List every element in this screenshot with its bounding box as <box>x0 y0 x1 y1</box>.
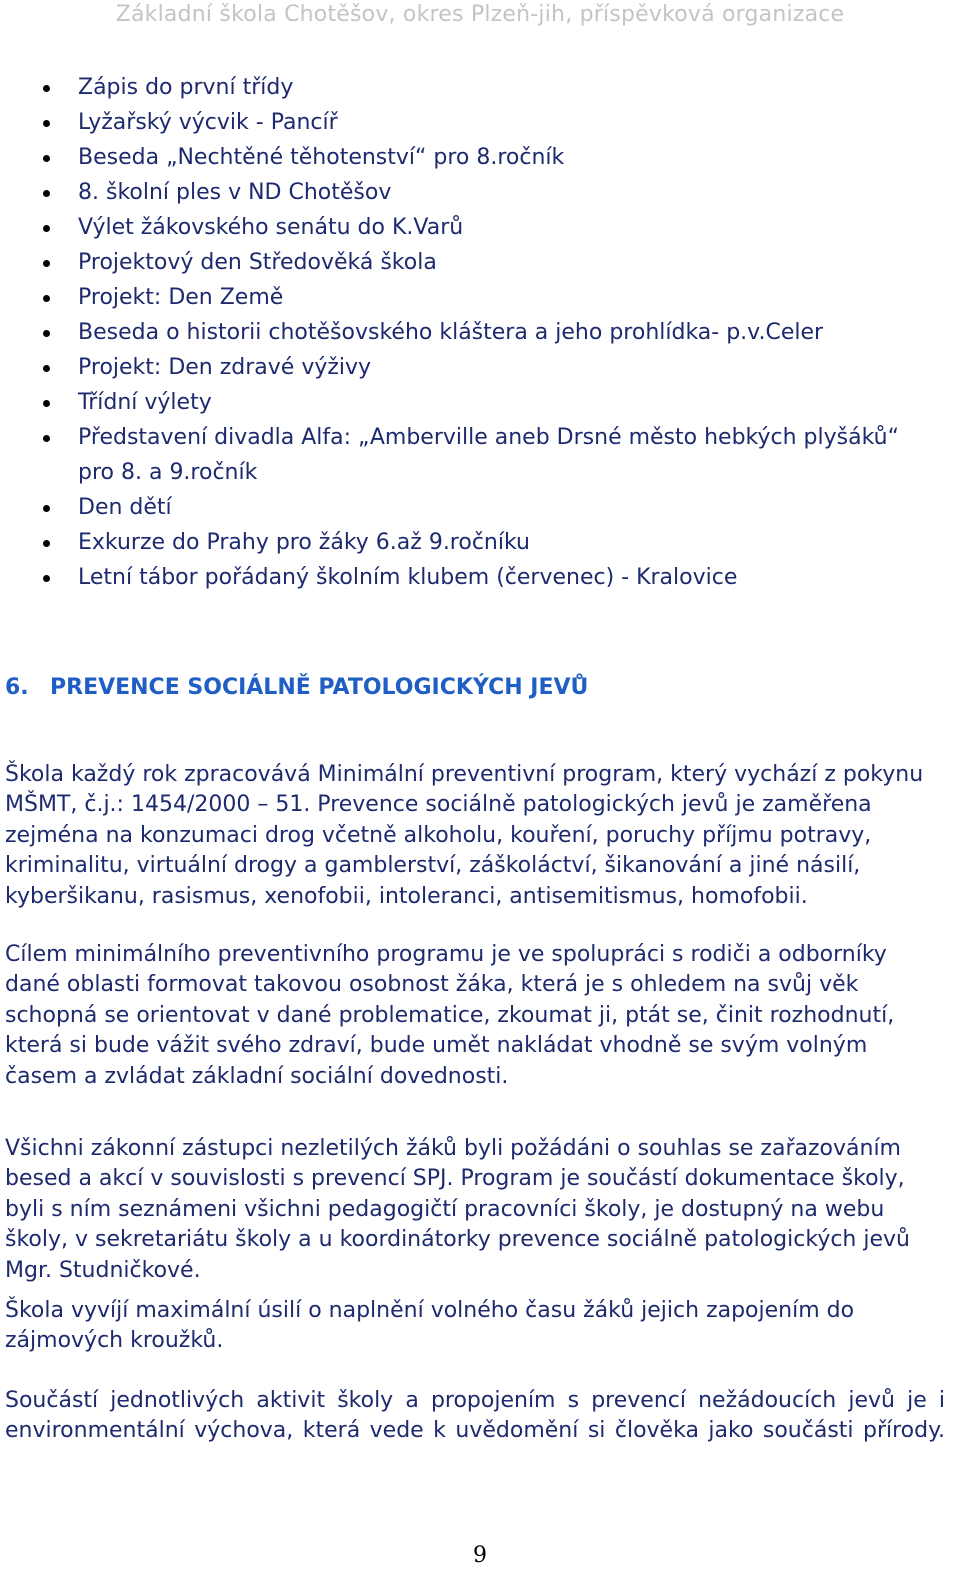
list-item: Projektový den Středověká škola <box>40 245 940 280</box>
section-number: 6. <box>5 675 29 700</box>
paragraph-free-time: Škola vyvíjí maximální úsilí o naplnění volného času žáků jejich zapojením do zájmových kroužků. <box>5 1298 855 1354</box>
list-item: Beseda „Nechtěné těhotenství“ pro 8.ročník <box>40 140 940 175</box>
list-item: Projekt: Den Země <box>40 280 940 315</box>
page-number: 9 <box>473 1543 487 1568</box>
list-item: Den dětí <box>40 490 940 525</box>
events-list <box>40 70 940 595</box>
list-item: Výlet žákovského senátu do K.Varů <box>40 210 940 245</box>
list-item: Představení divadla Alfa: „Amberville aneb Drsné město hebkých plyšáků“ pro 8. a 9.ročník <box>40 420 940 490</box>
page-header: Základní škola Chotěšov, okres Plzeň-jih, příspěvková organizace <box>115 2 845 27</box>
paragraph-goal: Cílem minimálního preventivního programu je ve spolupráci s rodiči a odborníky dané oblasti formovat takovou osobnost žáka, která je s ohledem na svůj věk schopná se orientovat v dané problematice, zkoumat ji, ptát se, činit rozhodnutí, která si bude vážit svého zdraví, bude umět nakládat vhodně se svým volným časem a zvládat základní sociální dovednosti. <box>5 942 895 1089</box>
list-item: 8. školní ples v ND Chotěšov <box>40 175 940 210</box>
list-item: Zápis do první třídy <box>40 70 940 105</box>
paragraph-program: Škola každý rok zpracovává Minimální preventivní program, který vychází z pokynu MŠMT, č.j.: 1454/2000 – 51. Prevence sociálně patologických jevů je zaměřena zejména na konzumaci drog včetně alkoholu, kouření, poruchy příjmu potravy, kriminalitu, virtuální drogy a gamblerství, záškoláctví, šikanování a jiné násilí, kyberšikanu, rasismus, xenofobii, intoleranci, antisemitismus, homofobii. <box>5 762 924 909</box>
paragraph-environmental <box>5 1386 945 1447</box>
section-title: PREVENCE SOCIÁLNĚ PATOLOGICKÝCH JEVŮ <box>50 675 589 700</box>
list-item: Beseda o historii chotěšovského kláštera a jeho prohlídka- p.v.Celer <box>40 315 940 350</box>
list-item: Exkurze do Prahy pro žáky 6.až 9.ročníku <box>40 525 940 560</box>
list-item: Lyžařský výcvik - Pancíř <box>40 105 940 140</box>
list-item: Třídní výlety <box>40 385 940 420</box>
paragraph-environmental-line-2: environmentální výchova, která vede k uvědomění si člověka jako součásti přírody. <box>5 1418 945 1444</box>
section-heading <box>5 675 588 700</box>
paragraph-consent: Všichni zákonní zástupci nezletilých žáků byli požádáni o souhlas se zařazováním besed a akcí v souvislosti s prevencí SPJ. Program je součástí dokumentace školy, byli s ním seznámeni všichni pedagogičtí pracovníci školy, je dostupný na webu školy, v sekretariátu školy a u koordinátorky prevence sociálně patologických jevů Mgr. Studničkové. <box>5 1136 910 1283</box>
paragraph-environmental-line-1: Součástí jednotlivých aktivit školy a propojením s prevencí nežádoucích jevů je i <box>5 1388 945 1413</box>
list-item: Projekt: Den zdravé výživy <box>40 350 940 385</box>
list-item: Letní tábor pořádaný školním klubem (červenec) - Kralovice <box>40 560 940 595</box>
